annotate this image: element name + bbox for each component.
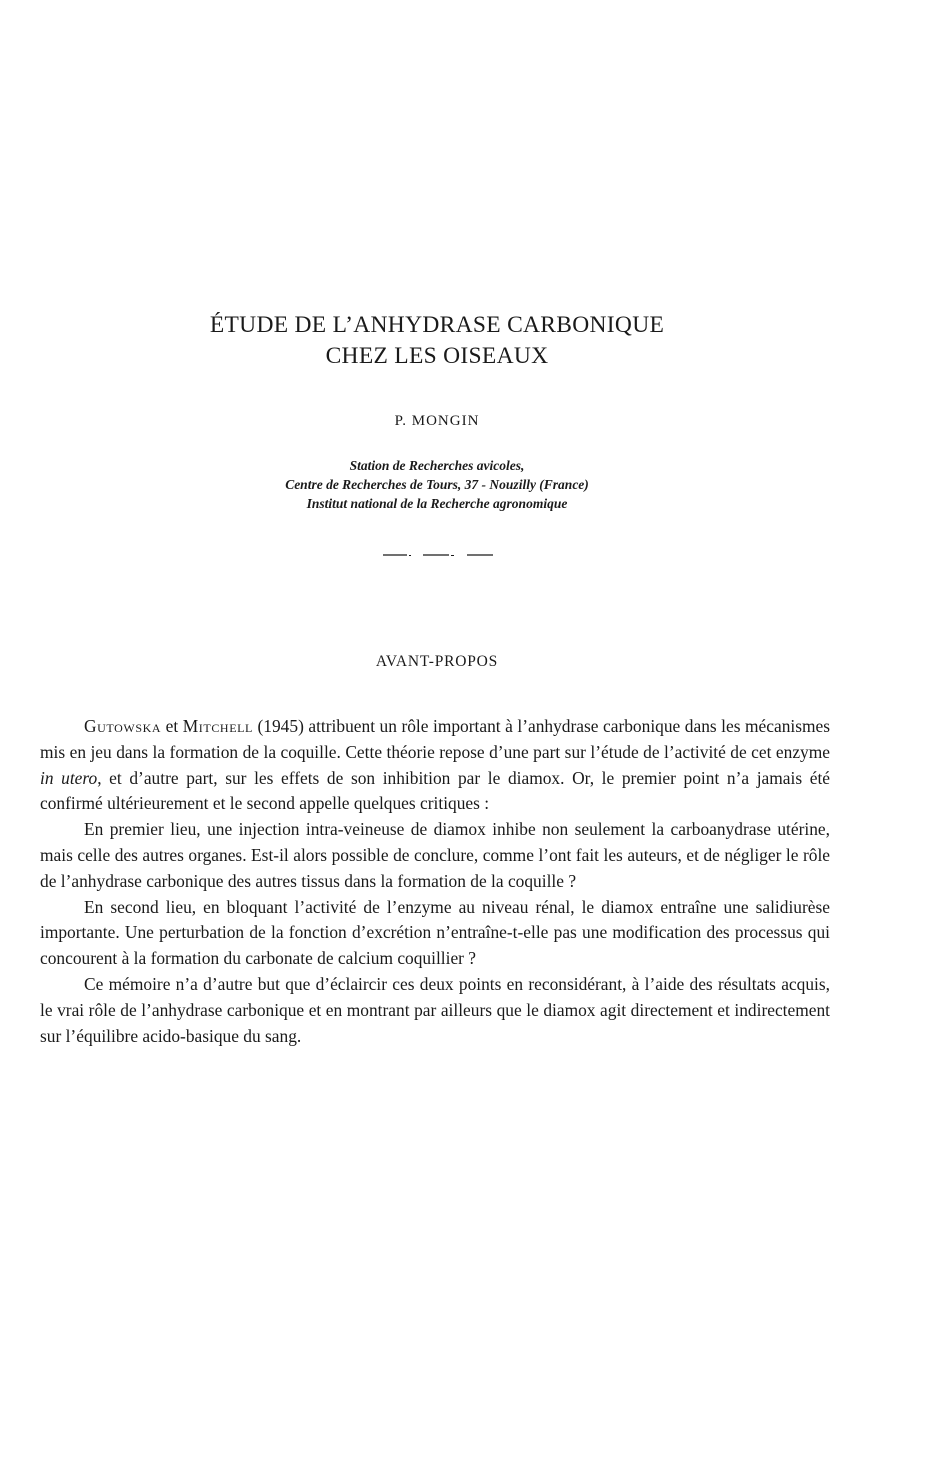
author-citation: Mitchell	[182, 716, 253, 736]
paragraph-1	[40, 714, 830, 817]
article-title	[0, 310, 874, 372]
section-heading: AVANT-PROPOS	[375, 653, 499, 670]
paragraph-2: En premier lieu, une injection intra-veineuse de diamox inhibe non seulement la carboanydrase utérine, mais celle des autres organes. Est-il alors possible de conclure, comme l’ont fait les auteurs, et de négliger le rôle de l’anhydrase carbonique des autres tissus dans la formation de la coquille ?	[40, 819, 830, 891]
author-citation: Gutowska	[84, 716, 162, 736]
body-text	[40, 714, 830, 1049]
affiliation-line-1: Station de Recherches avicoles,	[349, 458, 525, 473]
paragraph-4: Ce mémoire n’a d’autre but que d’éclaircir ces deux points en reconsidérant, à l’aide des résultats acquis, le vrai rôle de l’anhydrase carbonique et en montrant par ailleurs que le diamox agit directement et indirectement sur l’équilibre acido-basique du sang.	[40, 973, 830, 1046]
paragraph-1-text: (1945) attribuent un rôle important à l’anhydrase carbonique dans les mécanismes mis en jeu dans la formation de la coquille. Cette théorie repose d’une part sur l’étude de l’activité de cet enzyme	[40, 716, 831, 762]
separator-rule	[383, 553, 493, 557]
affiliation-line-2: Centre de Recherches de Tours, 37 - Nouzilly (France)	[285, 477, 589, 492]
paragraph-1-end: , et d’autre part, sur les effets de son inhibition par le diamox. Or, le premier point n’a jamais été confirmé ultérieurement et le second appelle quelques critiques :	[40, 767, 830, 814]
author-affiliation	[0, 456, 874, 513]
paragraph-3: En second lieu, en bloquant l’activité de l’enzyme au niveau rénal, le diamox entraîne une salidiurèse importante. Une perturbation de la fonction d’excrétion n’entraîne-t-elle pas une modification des processus qui concourent à la formation du carbonate de calcium coquillier ?	[40, 896, 830, 969]
affiliation-line-3: Institut national de la Recherche agronomique	[306, 496, 568, 511]
article-title-line-2: CHEZ LES OISEAUX	[325, 343, 549, 369]
latin-term: in utero	[40, 767, 98, 788]
citation-conjunction: et	[161, 716, 183, 736]
author-name: P. MONGIN	[394, 413, 480, 429]
article-title-line-1: ÉTUDE DE L’ANHYDRASE CARBONIQUE	[209, 312, 665, 338]
